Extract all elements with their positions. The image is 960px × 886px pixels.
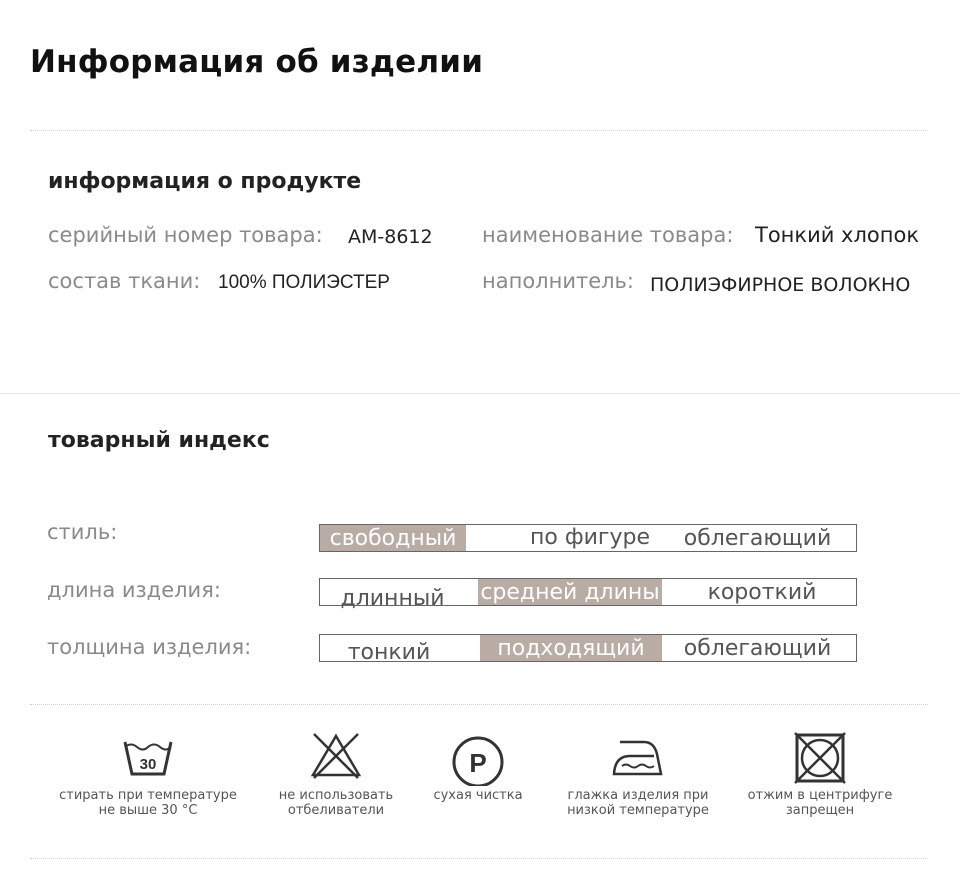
name-label: наименование товара: — [482, 223, 734, 247]
thickness-scale — [319, 634, 857, 665]
care-item-iron — [548, 730, 728, 818]
svg-text:P: P — [469, 748, 487, 778]
care-caption: отжим в центрифуге — [747, 788, 893, 803]
length-label: длина изделия: — [47, 578, 221, 602]
length-option-long: длинный — [340, 585, 445, 611]
serial-value: AM-8612 — [348, 226, 433, 248]
divider — [30, 130, 928, 131]
divider — [30, 858, 928, 859]
style-option-fitted: по фигуре — [529, 525, 651, 550]
length-option-medium: средней длины — [478, 579, 662, 605]
fabric-label: состав ткани: — [48, 269, 201, 293]
care-caption: не использовать — [278, 788, 394, 803]
care-item-wash — [58, 730, 238, 818]
section-divider — [0, 393, 960, 394]
wash-30-icon — [120, 730, 176, 780]
care-caption: отбеливатели — [287, 803, 385, 818]
care-item-tumble — [730, 730, 910, 818]
style-label: стиль: — [47, 520, 118, 544]
dry-clean-p-icon — [450, 730, 506, 786]
care-item-dryclean — [388, 730, 568, 803]
care-caption: глажка изделия при — [567, 788, 709, 803]
serial-label: серийный номер товара: — [48, 223, 323, 247]
length-scale — [319, 578, 857, 611]
no-tumble-dry-icon — [792, 730, 848, 786]
name-value: Тонкий хлопок — [755, 223, 920, 247]
care-caption: сухая чистка — [433, 788, 523, 803]
care-caption: стирать при температуре — [59, 788, 237, 803]
care-caption: низкой температуре — [567, 803, 709, 818]
care-caption: запрещен — [785, 803, 855, 818]
svg-text:30: 30 — [139, 756, 157, 773]
divider — [30, 704, 928, 705]
product-info-heading: информация о продукте — [48, 169, 362, 194]
page-title: Информация об изделии — [30, 44, 484, 80]
thickness-label: толщина изделия: — [47, 635, 252, 659]
no-bleach-icon — [308, 730, 364, 780]
thickness-option-thin: тонкий — [347, 639, 431, 665]
product-index-heading: товарный индекс — [48, 428, 270, 453]
thickness-option-medium: подходящий — [480, 635, 662, 661]
length-option-short: короткий — [707, 579, 817, 605]
thickness-option-thick: облегающий — [683, 635, 832, 661]
iron-low-icon — [610, 730, 666, 780]
fabric-value: 100% ПОЛИЭСТЕР — [218, 272, 390, 293]
care-caption: не выше 30 °C — [98, 803, 198, 818]
filler-label: наполнитель: — [482, 269, 635, 293]
style-option-loose: свободный — [320, 525, 466, 551]
filler-value: ПОЛИЭФИРНОЕ ВОЛОКНО — [650, 274, 911, 296]
style-option-tight: облегающий — [683, 525, 832, 551]
style-scale — [319, 524, 857, 552]
